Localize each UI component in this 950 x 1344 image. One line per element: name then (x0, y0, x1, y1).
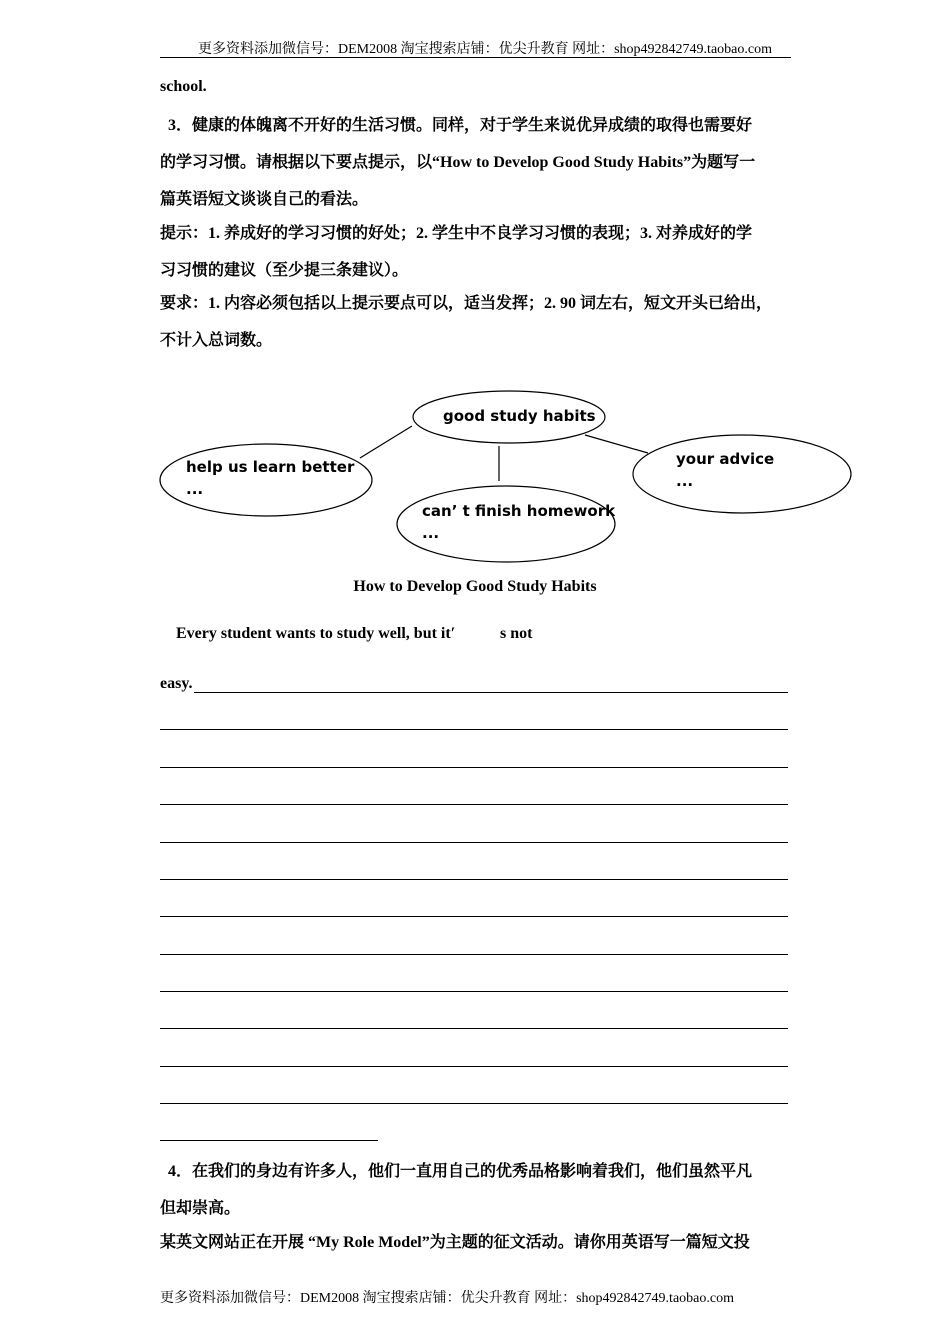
writing-line (160, 729, 788, 730)
writing-line (194, 692, 788, 693)
q3-hint1: 提示：1. 养成好的学习习惯的好处；2. 学生中不良学习习惯的表现；3. 对养成好的学 (160, 225, 753, 242)
writing-line (160, 1028, 788, 1029)
writing-line (160, 879, 788, 880)
writing-line (160, 1066, 788, 1067)
writing-line (160, 767, 788, 768)
essay-opening: Every student wants to study well, but it′ (176, 625, 456, 642)
q3-hint2: 习习惯的建议（至少提三条建议）。 (160, 262, 409, 279)
q3-line3: 篇英语短文谈谈自己的看法。 (160, 191, 369, 208)
mindmap-center-label: good study habits (443, 407, 596, 425)
mindmap-bottom-ellipsis: ... (422, 524, 440, 542)
writing-line-short (160, 1140, 378, 1141)
mindmap-right-ellipsis: ... (676, 472, 694, 490)
mindmap-right-label: your advice (676, 450, 775, 468)
q3-line1: 3．健康的体魄离不开好的生活习惯。同样，对于学生来说优异成绩的取得也需要好 (168, 117, 753, 134)
mindmap-left-ellipsis: ... (186, 480, 204, 498)
mindmap-right-ellipse (633, 435, 851, 513)
writing-line (160, 916, 788, 917)
writing-line (160, 991, 788, 992)
writing-line (160, 804, 788, 805)
page-footer: 更多资料添加微信号：DEM2008 淘宝搜索店铺：优尖升教育 网址：shop492842749.taobao.com (160, 1291, 734, 1306)
q3-line2: 的学习习惯。请根据以下要点提示，以“How to Develop Good Study Habits”为题写一 (160, 154, 756, 171)
text-school: school. (160, 78, 207, 95)
writing-line (160, 1103, 788, 1104)
essay-opening-cont: s not (500, 625, 533, 642)
mindmap-left-label: help us learn better (186, 458, 355, 476)
essay-title: How to Develop Good Study Habits (353, 578, 597, 595)
connector-left (360, 426, 412, 458)
connector-right (585, 435, 648, 453)
essay-easy: easy. (160, 675, 193, 692)
q3-req1: 要求：1. 内容必须包括以上提示要点可以，适当发挥；2. 90 词左右，短文开头已给出， (160, 295, 773, 312)
q4-line1: 4．在我们的身边有许多人，他们一直用自己的优秀品格影响着我们，他们虽然平凡 (168, 1163, 753, 1180)
q3-req2: 不计入总词数。 (160, 332, 273, 349)
writing-line (160, 954, 788, 955)
page-header: 更多资料添加微信号：DEM2008 淘宝搜索店铺：优尖升教育 网址：shop492842749.taobao.com (198, 42, 772, 57)
mindmap-bottom-label: can’ t finish homework (422, 502, 616, 520)
q4-line3: 某英文网站正在开展 “My Role Model”为主题的征文活动。请你用英语写一篇短文投 (160, 1234, 750, 1251)
writing-line (160, 842, 788, 843)
q4-line2: 但却崇高。 (160, 1200, 241, 1217)
